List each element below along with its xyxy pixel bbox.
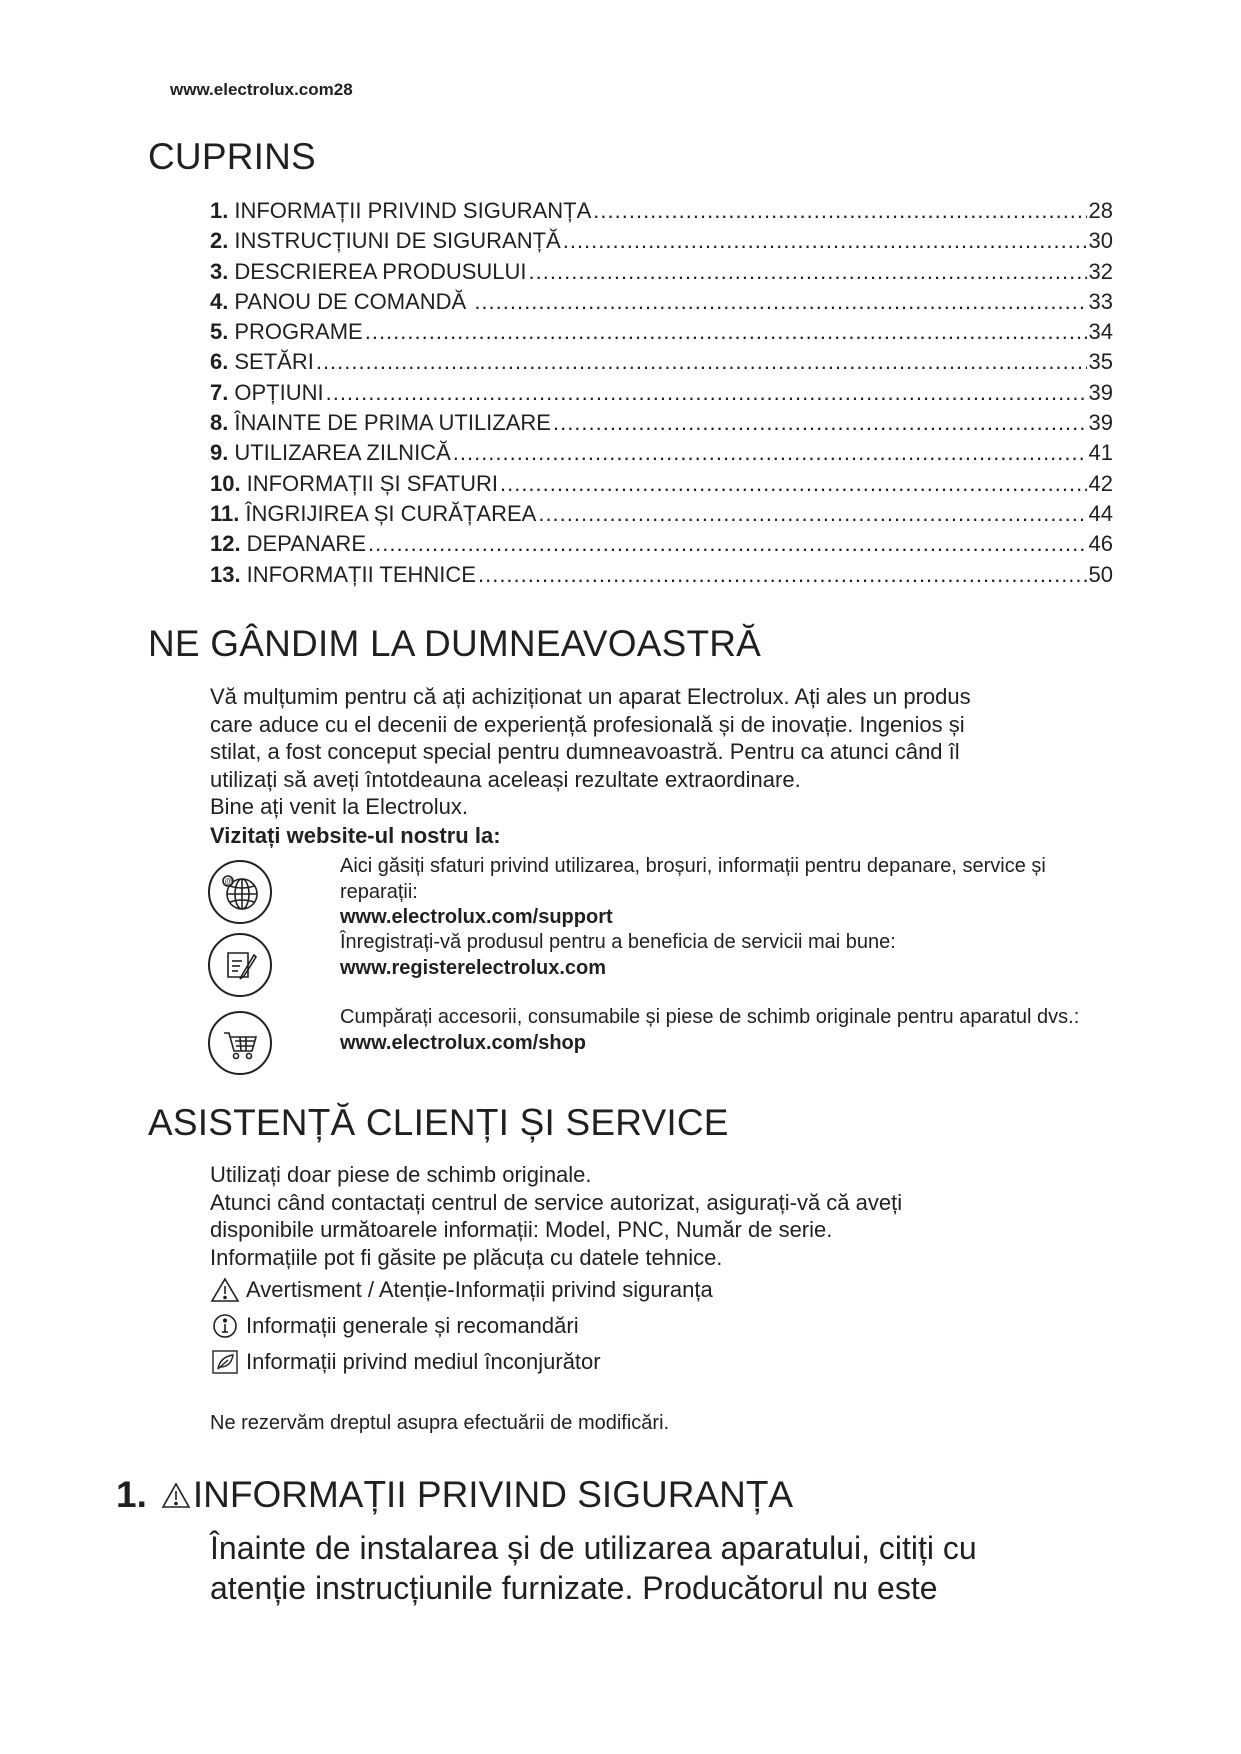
toc-item[interactable]: 3. DESCRIEREA PRODUSULUI ..... 32	[210, 259, 1113, 289]
toc-item[interactable]: 4. PANOU DE COMANDĂ ..... 33	[210, 289, 1113, 319]
support-link[interactable]: www.electrolux.com/support	[340, 906, 613, 928]
register-link[interactable]: www.registerelectrolux.com	[340, 956, 607, 979]
header-url[interactable]: www.electrolux.com28	[170, 80, 353, 99]
safety-paragraph: Înainte de instalarea și de utilizarea aparatului, citiți cu atenție instrucțiunile furnizate. Producătorul nu este	[210, 1530, 977, 1606]
globe-icon	[208, 860, 272, 924]
toc-item[interactable]: 9. UTILIZAREA ZILNICĂ ..... 41	[210, 440, 1113, 470]
toc-item[interactable]: 13. INFORMAȚII TEHNICE ..... 50	[210, 562, 1113, 592]
service-paragraph: Utilizați doar piese de schimb originale. Atunci când contactați centrul de service autorizat, asigurați-vă că aveți disponibile următoarele informații: Model, PNC, Număr de serie. Informațiile pot fi găsite pe plăcuța cu datele tehnice.	[210, 1162, 903, 1270]
info-icon	[210, 1313, 240, 1339]
service-title: ASISTENȚĂ CLIENȚI ȘI SERVICE	[148, 1102, 729, 1143]
shop-text: Cumpărați accesorii, consumabile și piese de schimb originale pentru aparatul dvs.:	[340, 1006, 1080, 1028]
toc-item[interactable]: 7. OPȚIUNI ..... 39	[210, 380, 1113, 410]
toc-item[interactable]: 11. ÎNGRIJIREA ȘI CURĂȚAREA ..... 44	[210, 501, 1113, 531]
toc-item[interactable]: 5. PROGRAME ..... 34	[210, 319, 1113, 349]
svg-text:@: @	[224, 877, 233, 886]
legend-item: Informații generale și recomandări	[210, 1308, 1110, 1344]
thinking-title: NE GÂNDIM LA DUMNEAVOASTRĂ	[148, 623, 762, 664]
support-text: Aici găsiți sfaturi privind utilizarea, broșuri, informații pentru depanare, service și reparații:	[340, 855, 1046, 903]
toc-item[interactable]: 8. ÎNAINTE DE PRIMA UTILIZARE ..... 39	[210, 410, 1113, 440]
warning-icon	[210, 1277, 240, 1303]
safety-title: INFORMAȚII PRIVIND SIGURANȚA	[192, 1474, 794, 1515]
shopping-cart-icon	[208, 1011, 272, 1075]
register-text: Înregistrați-vă produsul pentru a beneficia de servicii mai bune:	[340, 931, 896, 953]
safety-heading	[116, 1474, 793, 1516]
safety-number: 1.	[116, 1474, 147, 1515]
legend-item: Informații privind mediul înconjurător	[210, 1344, 1110, 1380]
warning-icon	[161, 1481, 191, 1509]
toc-item[interactable]: 12. DEPANARE ..... 46	[210, 531, 1113, 561]
toc-item[interactable]: 6. SETĂRI ..... 35	[210, 349, 1113, 379]
reserve-note: Ne rezervăm dreptul asupra efectuării de modificări.	[210, 1412, 670, 1434]
toc-item[interactable]: 10. INFORMAȚII ȘI SFATURI ..... 42	[210, 471, 1113, 501]
environment-leaf-icon	[210, 1349, 240, 1375]
intro-paragraph: Vă mulțumim pentru că ați achiziționat un aparat Electrolux. Ați ales un produs care aduce cu el decenii de experiență profesională și de inovație. Ingenios și stilat, a fost conceput special pentru dumneavoastră. Pentru ca atunci când îl utilizați să aveți întotdeauna aceleași rezultate extraordinare. Bine ați venit la Electrolux.	[210, 684, 971, 819]
register-form-icon	[208, 933, 272, 997]
toc-item[interactable]: 1. INFORMAȚII PRIVIND SIGURANȚA ..... 28	[210, 198, 1113, 228]
legend-item: Avertisment / Atenție-Informații privind siguranța	[210, 1272, 1110, 1308]
toc-item[interactable]: 2. INSTRUCȚIUNI DE SIGURANȚĂ ..... 30	[210, 228, 1113, 258]
visit-label: Vizitați website-ul nostru la:	[210, 823, 501, 848]
table-of-contents	[210, 198, 1113, 592]
shop-link[interactable]: www.electrolux.com/shop	[340, 1031, 586, 1054]
toc-title: CUPRINS	[148, 136, 316, 177]
symbol-legend	[210, 1272, 1110, 1380]
